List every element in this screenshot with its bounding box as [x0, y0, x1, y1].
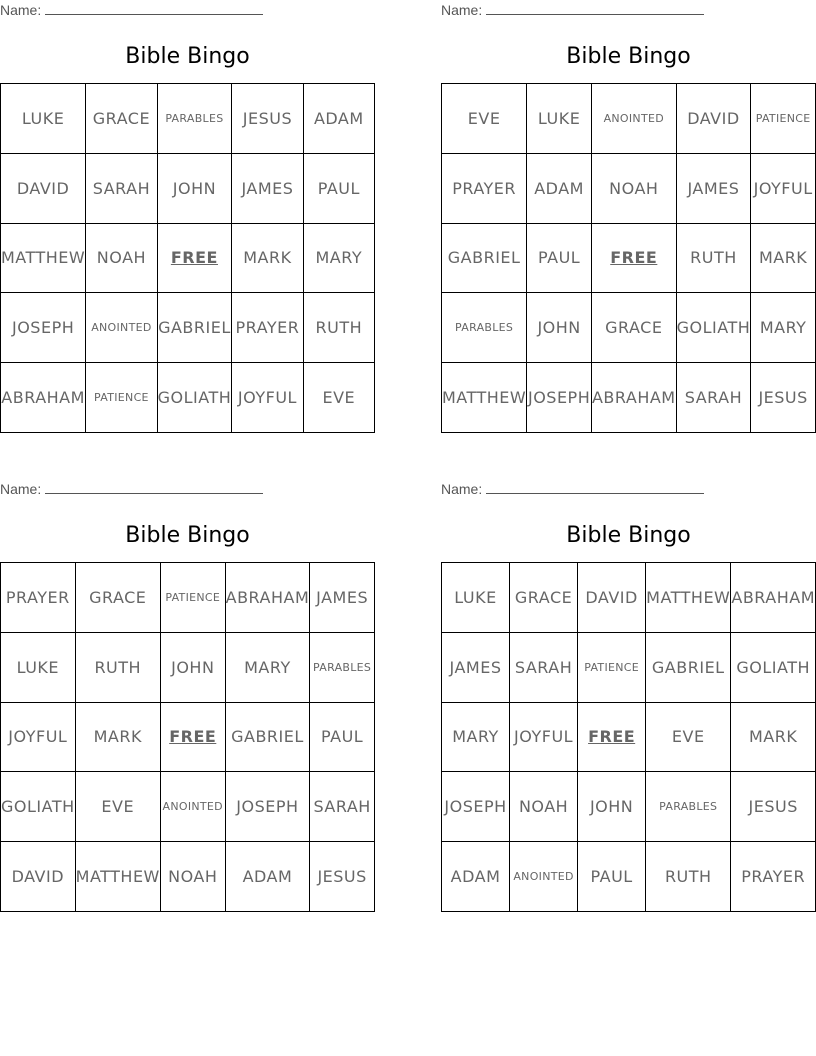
card-title: Bible Bingo — [566, 44, 691, 69]
bingo-cell: JESUS — [310, 842, 375, 912]
free-space-cell: FREE — [592, 224, 677, 294]
bingo-cell: PAUL — [578, 842, 646, 912]
bingo-cell: LUKE — [1, 633, 76, 703]
bingo-cell: LUKE — [1, 84, 86, 154]
bingo-cell: SARAH — [86, 154, 157, 224]
bingo-cell: MATTHEW — [1, 224, 86, 294]
bingo-cell: GABRIEL — [158, 293, 233, 363]
bingo-cell: JOHN — [527, 293, 592, 363]
bingo-cell: MARK — [76, 703, 161, 773]
bingo-cell: ADAM — [226, 842, 311, 912]
bingo-cell: EVE — [442, 84, 527, 154]
bingo-cell: PARABLES — [158, 84, 233, 154]
bingo-cell: GRACE — [76, 563, 161, 633]
bingo-cell: EVE — [76, 772, 161, 842]
bingo-cell: GABRIEL — [646, 633, 731, 703]
bingo-cell: PARABLES — [442, 293, 527, 363]
bingo-cell: NOAH — [592, 154, 677, 224]
name-underline — [45, 492, 263, 494]
bingo-cell: MARK — [751, 224, 816, 294]
bingo-cell: LUKE — [527, 84, 592, 154]
bingo-cell: JESUS — [731, 772, 816, 842]
card-title: Bible Bingo — [125, 523, 250, 548]
bingo-cell: JOSEPH — [527, 363, 592, 433]
bingo-grid — [0, 562, 375, 912]
bingo-card-2 — [441, 0, 816, 435]
card-title: Bible Bingo — [125, 44, 250, 69]
bingo-cell: PAUL — [527, 224, 592, 294]
name-label: Name: — [0, 2, 42, 18]
bingo-grid — [441, 83, 816, 433]
bingo-cell: RUTH — [76, 633, 161, 703]
bingo-cell: EVE — [304, 363, 375, 433]
bingo-cell: JOYFUL — [751, 154, 816, 224]
bingo-cell: PRAYER — [1, 563, 76, 633]
name-field — [0, 479, 263, 499]
bingo-card-1 — [0, 0, 375, 435]
bingo-cell: JOHN — [161, 633, 226, 703]
bingo-cell: JAMES — [677, 154, 752, 224]
bingo-grid — [441, 562, 816, 912]
bingo-cell: SARAH — [510, 633, 578, 703]
bingo-cell: MARY — [304, 224, 375, 294]
bingo-cell: GRACE — [510, 563, 578, 633]
bingo-cell: PRAYER — [442, 154, 527, 224]
bingo-cell: ANOINTED — [592, 84, 677, 154]
free-space-cell: FREE — [161, 703, 226, 773]
bingo-card-3 — [0, 479, 375, 914]
bingo-cell: GABRIEL — [226, 703, 311, 773]
bingo-cell: MARY — [442, 703, 510, 773]
bingo-cell: PAUL — [310, 703, 375, 773]
bingo-cell: JOHN — [578, 772, 646, 842]
name-label: Name: — [441, 2, 483, 18]
name-label: Name: — [441, 481, 483, 497]
bingo-cell: PATIENCE — [86, 363, 157, 433]
name-underline — [45, 13, 263, 15]
name-field — [441, 0, 704, 20]
bingo-cell: PRAYER — [232, 293, 303, 363]
bingo-cell: RUTH — [677, 224, 752, 294]
bingo-cell: GOLIATH — [677, 293, 752, 363]
bingo-cell: JOYFUL — [232, 363, 303, 433]
bingo-cell: MATTHEW — [76, 842, 161, 912]
card-title: Bible Bingo — [566, 523, 691, 548]
bingo-cell: ADAM — [527, 154, 592, 224]
bingo-cell: DAVID — [1, 842, 76, 912]
bingo-grid — [0, 83, 375, 433]
bingo-cell: JAMES — [310, 563, 375, 633]
name-field — [0, 0, 263, 20]
bingo-cell: ADAM — [304, 84, 375, 154]
free-space-cell: FREE — [158, 224, 233, 294]
bingo-cell: DAVID — [677, 84, 752, 154]
bingo-cell: ABRAHAM — [592, 363, 677, 433]
bingo-cell: ANOINTED — [161, 772, 226, 842]
bingo-cell: ANOINTED — [510, 842, 578, 912]
bingo-cell: DAVID — [578, 563, 646, 633]
bingo-cell: JESUS — [232, 84, 303, 154]
bingo-card-4 — [441, 479, 816, 914]
bingo-cell: PATIENCE — [751, 84, 816, 154]
bingo-cell: JOHN — [158, 154, 233, 224]
bingo-cell: ABRAHAM — [1, 363, 86, 433]
bingo-cell: PATIENCE — [161, 563, 226, 633]
bingo-cell: PARABLES — [646, 772, 731, 842]
bingo-cell: JOYFUL — [510, 703, 578, 773]
bingo-cell: PARABLES — [310, 633, 375, 703]
bingo-cell: GOLIATH — [731, 633, 816, 703]
bingo-cell: JOSEPH — [1, 293, 86, 363]
bingo-cell: ADAM — [442, 842, 510, 912]
bingo-cell: MATTHEW — [442, 363, 527, 433]
bingo-cell: GOLIATH — [1, 772, 76, 842]
name-label: Name: — [0, 481, 42, 497]
bingo-cell: SARAH — [677, 363, 752, 433]
bingo-cell: JAMES — [232, 154, 303, 224]
free-space-cell: FREE — [578, 703, 646, 773]
bingo-cell: SARAH — [310, 772, 375, 842]
bingo-cell: NOAH — [86, 224, 157, 294]
bingo-cell: GRACE — [86, 84, 157, 154]
name-underline — [486, 13, 704, 15]
bingo-cell: MATTHEW — [646, 563, 731, 633]
bingo-cell: ABRAHAM — [731, 563, 816, 633]
bingo-cell: MARK — [731, 703, 816, 773]
bingo-cell: EVE — [646, 703, 731, 773]
bingo-cell: NOAH — [161, 842, 226, 912]
bingo-cell: DAVID — [1, 154, 86, 224]
bingo-cell: GABRIEL — [442, 224, 527, 294]
bingo-cell: JAMES — [442, 633, 510, 703]
bingo-cell: NOAH — [510, 772, 578, 842]
bingo-cell: GRACE — [592, 293, 677, 363]
bingo-cell: GOLIATH — [158, 363, 233, 433]
bingo-cell: RUTH — [304, 293, 375, 363]
bingo-cell: JOSEPH — [226, 772, 311, 842]
bingo-cell: PAUL — [304, 154, 375, 224]
bingo-cell: ABRAHAM — [226, 563, 311, 633]
bingo-cell: JOSEPH — [442, 772, 510, 842]
bingo-cell: PRAYER — [731, 842, 816, 912]
bingo-cell: MARY — [751, 293, 816, 363]
bingo-cell: ANOINTED — [86, 293, 157, 363]
bingo-cell: LUKE — [442, 563, 510, 633]
bingo-cell: PATIENCE — [578, 633, 646, 703]
bingo-cell: RUTH — [646, 842, 731, 912]
bingo-cell: JESUS — [751, 363, 816, 433]
bingo-cell: MARK — [232, 224, 303, 294]
bingo-cell: JOYFUL — [1, 703, 76, 773]
bingo-cell: MARY — [226, 633, 311, 703]
name-field — [441, 479, 704, 499]
name-underline — [486, 492, 704, 494]
